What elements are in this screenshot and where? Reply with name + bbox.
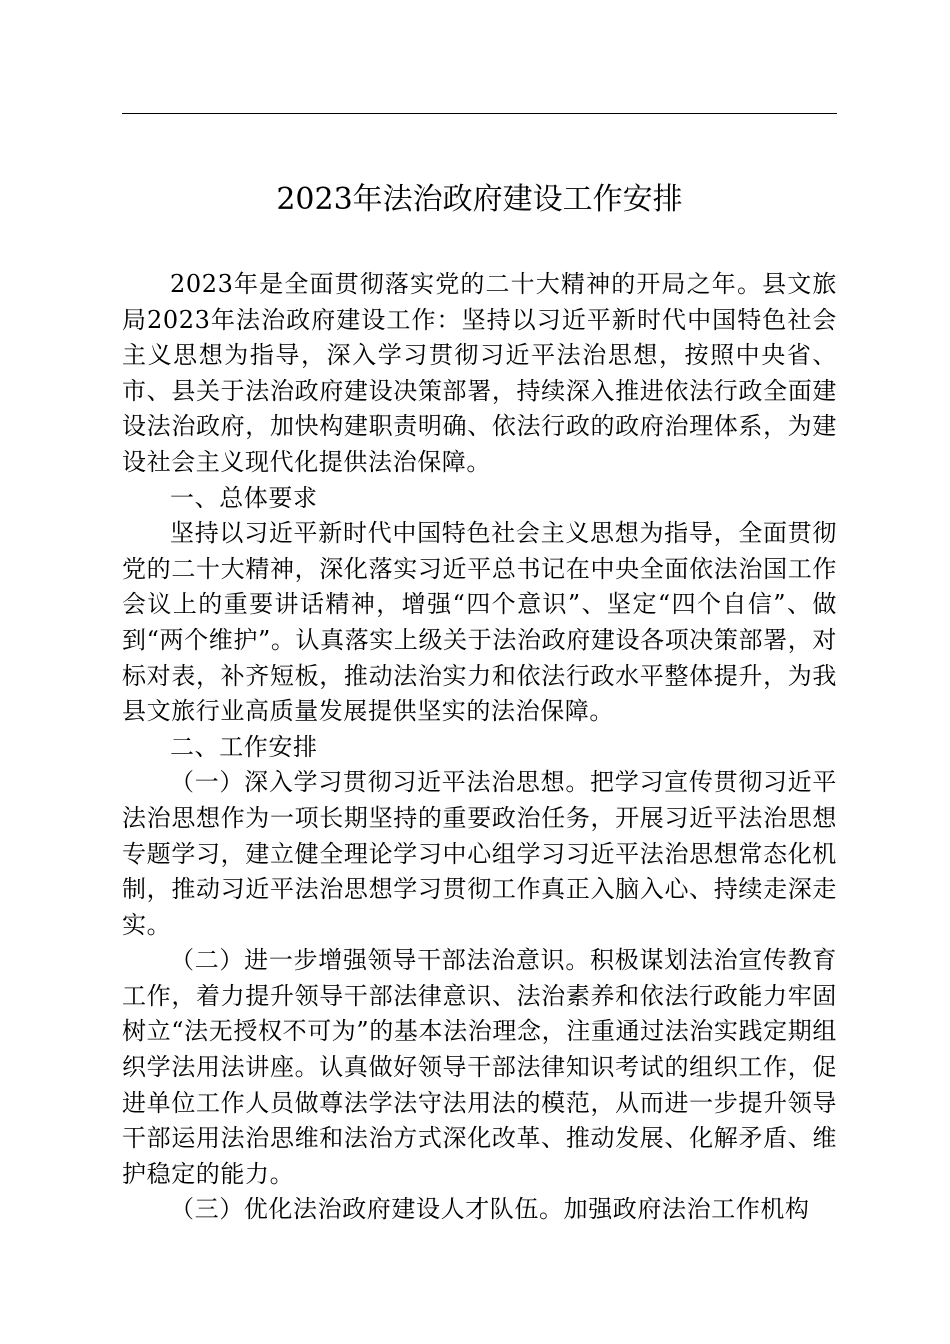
work-item-1-paragraph: （一）深入学习贯彻习近平法治思想。把学习宣传贯彻习近平法治思想作为一项长期坚持的重要政治任务，开展习近平法治思想专题学习，建立健全理论学习中心组学习习近平法治思想常态化机制，推动习近平法治思想学习贯彻工作真正入脑入心、持续走深走实。 bbox=[122, 768, 837, 939]
general-requirements-paragraph: 坚持以习近平新时代中国特色社会主义思想为指导，全面贯彻党的二十大精神，深化落实习近平总书记在中央全面依法治国工作会议上的重要讲话精神，增强“四个意识”、坚定“四个自信”、做到“两个维护”。认真落实上级关于法治政府建设各项决策部署，对标对表，补齐短板，推动法治实力和依法行政水平整体提升，为我县文旅行业高质量发展提供坚实的法治保障。 bbox=[122, 519, 837, 726]
work-item-2-paragraph: （二）进一步增强领导干部法治意识。积极谋划法治宣传教育工作，着力提升领导干部法律意识、法治素养和依法行政能力牢固树立“法无授权不可为”的基本法治理念，注重通过法治实践定期组织学法用法讲座。认真做好领导干部法律知识考试的组织工作，促进单位工作人员做尊法学法守法用法的模范，从而进一步提升领导干部运用法治思维和法治方式深化改革、推动发展、化解矛盾、维护稳定的能力。 bbox=[122, 946, 837, 1188]
document-body bbox=[122, 267, 837, 1228]
section-heading-general-requirements: 一、总体要求 bbox=[170, 483, 318, 512]
intro-paragraph: 2023年是全面贯彻落实党的二十大精神的开局之年。县文旅局2023年法治政府建设工作：坚持以习近平新时代中国特色社会主义思想为指导，深入学习贯彻习近平法治思想，按照中央省、市、县关于法治政府建设决策部署，持续深入推进依法行政全面建设法治政府，加快构建职责明确、依法行政的政府治理体系，为建设社会主义现代化提供法治保障。 bbox=[122, 270, 837, 476]
header-rule bbox=[122, 113, 837, 114]
section-heading-work-arrangements: 二、工作安排 bbox=[170, 732, 318, 761]
document-title: 2023年法治政府建设工作安排 bbox=[276, 182, 683, 217]
work-item-3-paragraph: （三）优化法治政府建设人才队伍。加强政府法治工作机构 bbox=[170, 1195, 810, 1224]
